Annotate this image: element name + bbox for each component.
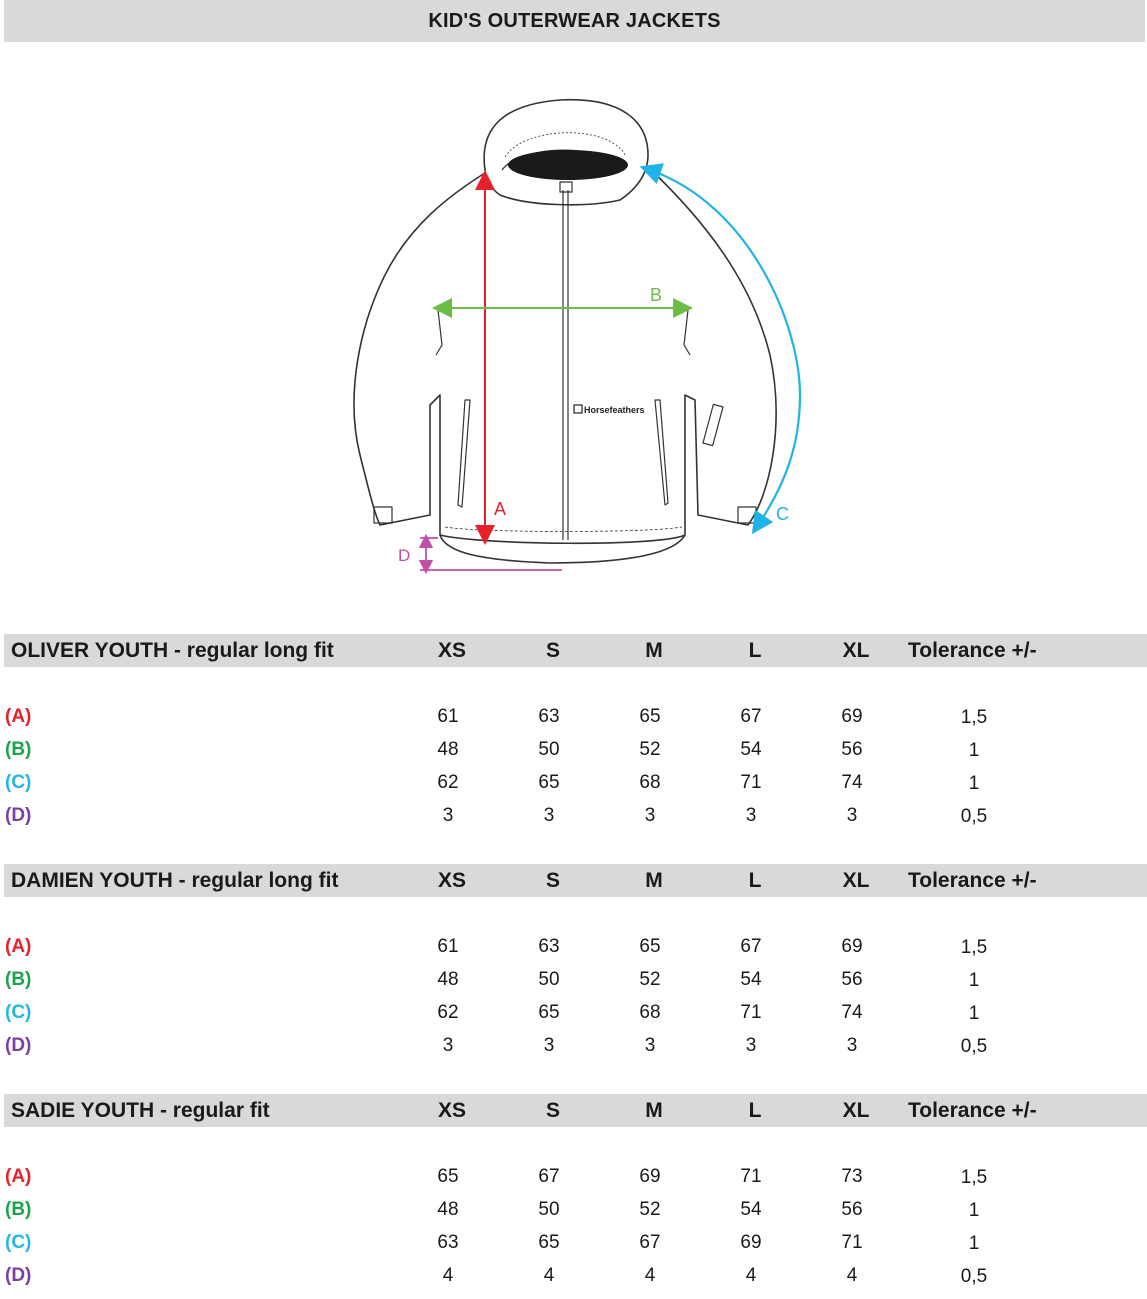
row-label: (A) xyxy=(5,706,32,727)
size-header: L xyxy=(748,869,762,892)
tolerance-cell: 1,5 xyxy=(960,937,988,958)
tolerance-cell: 0,5 xyxy=(960,1036,988,1057)
cell: 65 xyxy=(639,936,661,957)
cell: 4 xyxy=(745,1265,757,1286)
table-row xyxy=(0,1259,1147,1292)
cell: 68 xyxy=(639,772,661,793)
cell: 3 xyxy=(644,805,656,826)
cell: 63 xyxy=(437,1232,459,1253)
size-header: M xyxy=(645,1099,663,1122)
cell: 65 xyxy=(538,1232,560,1253)
row-label: (B) xyxy=(5,739,32,760)
cell: 4 xyxy=(846,1265,858,1286)
cell: 3 xyxy=(442,1035,454,1056)
table-row xyxy=(0,963,1147,996)
size-header: S xyxy=(545,639,560,662)
cell: 74 xyxy=(841,1002,863,1023)
tolerance-cell: 1,5 xyxy=(960,1167,988,1188)
measure-c-arrow xyxy=(650,170,800,525)
cell: 67 xyxy=(538,1166,560,1187)
cell: 3 xyxy=(846,1035,858,1056)
tolerance-cell: 1 xyxy=(968,740,980,761)
cell: 48 xyxy=(437,1199,459,1220)
size-header: L xyxy=(748,639,762,662)
table-row xyxy=(0,1193,1147,1226)
cell: 71 xyxy=(841,1232,863,1253)
brand-logo-text: Horsefeathers xyxy=(584,405,645,415)
cell: 68 xyxy=(639,1002,661,1023)
size-header: XL xyxy=(842,639,870,662)
table-header xyxy=(4,1094,1147,1127)
row-label: (B) xyxy=(5,969,32,990)
cell: 3 xyxy=(745,805,757,826)
size-header: XS xyxy=(437,1099,466,1122)
cell: 65 xyxy=(538,772,560,793)
cell: 52 xyxy=(639,739,661,760)
jacket-diagram xyxy=(330,95,830,585)
cell: 56 xyxy=(841,1199,863,1220)
cell: 65 xyxy=(538,1002,560,1023)
row-label: (C) xyxy=(5,772,32,793)
row-label: (A) xyxy=(5,936,32,957)
brand-logo-icon xyxy=(574,405,582,413)
cell: 54 xyxy=(740,1199,762,1220)
cell: 56 xyxy=(841,739,863,760)
table-header xyxy=(4,634,1147,667)
row-label: (A) xyxy=(5,1166,32,1187)
cell: 65 xyxy=(639,706,661,727)
cell: 71 xyxy=(740,772,762,793)
row-label: (C) xyxy=(5,1232,32,1253)
cell: 74 xyxy=(841,772,863,793)
table-row xyxy=(0,1160,1147,1193)
cell: 69 xyxy=(639,1166,661,1187)
size-header: M xyxy=(645,639,663,662)
size-header: S xyxy=(545,869,560,892)
cell: 3 xyxy=(442,805,454,826)
size-header: M xyxy=(645,869,663,892)
row-label: (C) xyxy=(5,1002,32,1023)
cell: 65 xyxy=(437,1166,459,1187)
cell: 3 xyxy=(846,805,858,826)
cell: 71 xyxy=(740,1002,762,1023)
measure-d-label: D xyxy=(398,546,411,565)
measure-c-label: C xyxy=(776,504,789,524)
cell: 61 xyxy=(437,936,459,957)
cell: 50 xyxy=(538,969,560,990)
table-title: DAMIEN YOUTH - regular long fit xyxy=(11,869,339,892)
cell: 52 xyxy=(639,969,661,990)
table-title: SADIE YOUTH - regular fit xyxy=(11,1099,270,1122)
cell: 3 xyxy=(543,1035,555,1056)
row-label: (B) xyxy=(5,1199,32,1220)
tolerance-header: Tolerance +/- xyxy=(908,869,1037,892)
cell: 62 xyxy=(437,772,459,793)
measure-a-label: A xyxy=(494,499,507,519)
tolerance-cell: 1 xyxy=(968,1003,980,1024)
table-row xyxy=(0,799,1147,832)
cell: 69 xyxy=(841,706,863,727)
cell: 67 xyxy=(639,1232,661,1253)
row-label: (D) xyxy=(5,1265,32,1286)
table-header xyxy=(4,864,1147,897)
tolerance-cell: 0,5 xyxy=(960,806,988,827)
cell: 63 xyxy=(538,706,560,727)
measure-b-label: B xyxy=(650,285,663,305)
tolerance-cell: 1 xyxy=(968,1233,980,1254)
cell: 4 xyxy=(644,1265,656,1286)
cell: 67 xyxy=(740,706,762,727)
cell: 69 xyxy=(841,936,863,957)
cell: 3 xyxy=(543,805,555,826)
cell: 50 xyxy=(538,739,560,760)
tolerance-cell: 0,5 xyxy=(960,1266,988,1287)
size-header: XS xyxy=(437,639,466,662)
cell: 67 xyxy=(740,936,762,957)
title-bar xyxy=(4,0,1145,42)
cell: 50 xyxy=(538,1199,560,1220)
tolerance-cell: 1,5 xyxy=(960,707,988,728)
page-title: KID'S OUTERWEAR JACKETS xyxy=(428,9,721,32)
table-row xyxy=(0,996,1147,1029)
table-title: OLIVER YOUTH - regular long fit xyxy=(11,639,334,662)
cell: 52 xyxy=(639,1199,661,1220)
hood-opening xyxy=(508,150,628,180)
table-row xyxy=(0,1029,1147,1062)
cell: 54 xyxy=(740,969,762,990)
cell: 54 xyxy=(740,739,762,760)
tolerance-cell: 1 xyxy=(968,773,980,794)
cell: 71 xyxy=(740,1166,762,1187)
cell: 63 xyxy=(538,936,560,957)
row-label: (D) xyxy=(5,1035,32,1056)
cell: 61 xyxy=(437,706,459,727)
cell: 69 xyxy=(740,1232,762,1253)
size-header: XS xyxy=(437,869,466,892)
cell: 4 xyxy=(442,1265,454,1286)
tolerance-header: Tolerance +/- xyxy=(908,639,1037,662)
size-header: XL xyxy=(842,869,870,892)
tolerance-cell: 1 xyxy=(968,1200,980,1221)
tolerance-header: Tolerance +/- xyxy=(908,1099,1037,1122)
table-row xyxy=(0,766,1147,799)
table-row xyxy=(0,930,1147,963)
table-row xyxy=(0,1226,1147,1259)
size-header: L xyxy=(748,1099,762,1122)
row-label: (D) xyxy=(5,805,32,826)
cell: 56 xyxy=(841,969,863,990)
table-row xyxy=(0,700,1147,733)
cell: 4 xyxy=(543,1265,555,1286)
size-header: XL xyxy=(842,1099,870,1122)
cell: 3 xyxy=(745,1035,757,1056)
tolerance-cell: 1 xyxy=(968,970,980,991)
cell: 48 xyxy=(437,969,459,990)
cell: 73 xyxy=(841,1166,863,1187)
size-header: S xyxy=(545,1099,560,1122)
cell: 3 xyxy=(644,1035,656,1056)
cell: 48 xyxy=(437,739,459,760)
table-row xyxy=(0,733,1147,766)
cell: 62 xyxy=(437,1002,459,1023)
